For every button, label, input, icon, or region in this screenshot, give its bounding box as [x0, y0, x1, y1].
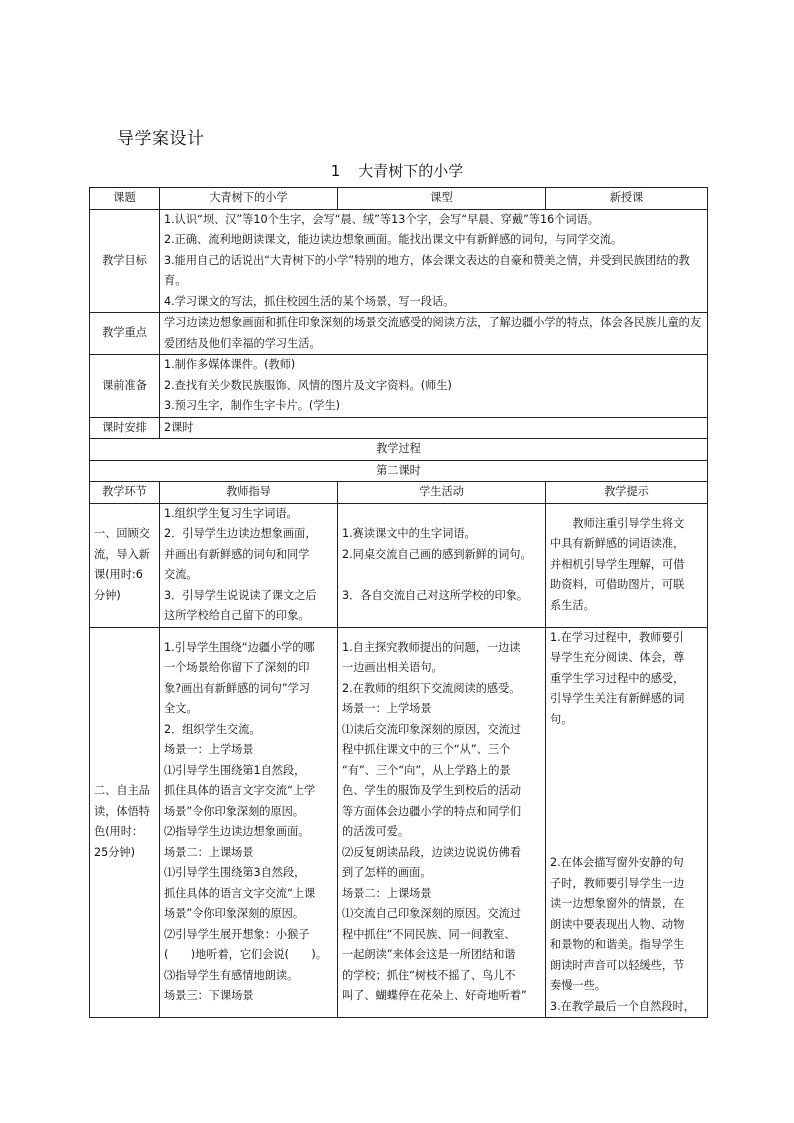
- column-header-row: [90, 482, 708, 504]
- teacher-line: ( )地听着，它们会说( )。: [164, 948, 327, 962]
- student-line: 的学校；抓住“树枝不摇了、鸟儿不: [342, 968, 516, 982]
- student-line: 一起朗读”来体会这是一所团结和谐: [342, 948, 516, 962]
- time-label: 课时安排: [90, 417, 160, 439]
- teacher-line: 场景”令你印象深刻的原因。: [164, 907, 305, 921]
- prep-content: [160, 355, 708, 418]
- stage-line: 分钟): [94, 588, 121, 602]
- teacher-line: 抓住具体的语言文字交流“上学: [164, 784, 316, 798]
- goals-row: [90, 209, 708, 313]
- tips-line: 3.在教学最后一个自然段时，: [550, 999, 695, 1013]
- stage-cell: [90, 627, 160, 1018]
- student-line: 等方面体会边疆小学的特点和同学们: [342, 804, 522, 818]
- student-line: 叫了、蝴蝶停在花朵上、好奇地听着”: [342, 989, 527, 1003]
- process-header: 教学过程: [90, 439, 708, 461]
- column-header: 教学提示: [546, 482, 708, 504]
- tips-line: 子时，教师要引导学生一边: [550, 876, 685, 890]
- stage-line: 色(用时：: [94, 825, 144, 839]
- student-line: 一边画出相关语句。: [342, 661, 443, 675]
- tips-cell: [546, 627, 708, 1018]
- goal-item: 1.认识“坝、汉”等10个生字，会写“晨、绒”等13个字，会写“早晨、穿戴”等16个词语。: [164, 212, 599, 226]
- lesson-name: 大青树下的小学: [358, 162, 464, 180]
- stage-row-1: [90, 503, 708, 627]
- teacher-line: 这所学校给自己留下的印象。: [164, 609, 310, 622]
- student-cell: [338, 503, 546, 627]
- student-line: 1.自主探究教师提出的问题，一边读: [342, 640, 521, 654]
- topic-label: 课题: [90, 188, 160, 210]
- goal-item: 2.正确、流利地朗读课文，能边读边想象画面。能找出课文中有新鲜感的词句，与同学交流。: [164, 233, 623, 246]
- teacher-line: ⑴引导学生围绕第3自然段，: [164, 866, 306, 880]
- lesson-plan-table: [89, 187, 708, 1018]
- teacher-line: 抓住具体的语言文字交流“上课: [164, 886, 316, 900]
- tips-line: 导学生充分阅读、体会，尊: [550, 651, 685, 664]
- teacher-line: 场景二：上课场景: [164, 845, 254, 859]
- tips-line: [550, 771, 703, 792]
- prep-item: 3.预习生字，制作生字卡片。(学生): [164, 399, 341, 412]
- prep-item: 1.制作多媒体课件。(教师): [164, 358, 296, 371]
- stage-row-2: [90, 627, 708, 1018]
- student-line: 的活泼可爱。: [342, 825, 410, 839]
- student-line: 2.同桌交流自己画的感到新鲜的词句。: [342, 547, 532, 561]
- stage-line: 流，导入新: [94, 547, 150, 561]
- prep-label: 课前准备: [90, 355, 160, 418]
- student-line: 程中抓住“不同民族、同一间教室、: [342, 927, 516, 941]
- student-line: [342, 565, 541, 586]
- lesson-number: 1: [330, 162, 341, 180]
- goals-content: [160, 209, 708, 313]
- teacher-cell: [160, 503, 338, 627]
- teacher-line: 交流。: [164, 568, 198, 581]
- focus-text: 学习边读边想象画面和抓住印象深刻的场景交流感受的阅读方法，了解边疆小学的特点，体会各民族儿童的友爱团结及他们幸福的学习生活。: [160, 313, 708, 355]
- topic-row: [90, 188, 708, 210]
- teacher-line: 并画出有新鲜感的词句和同学: [164, 547, 310, 561]
- tips-line: 奏慢一些。: [550, 979, 606, 992]
- period-header: 第二课时: [90, 460, 708, 482]
- teacher-line: 1.组织学生复习生字词语。: [164, 506, 298, 520]
- student-line: ⑵反复朗读品段，边读边说说仿佛看: [342, 845, 522, 859]
- goal-item: 4.学习课文的写法，抓住校园生活的某个场景，写一段话。: [164, 294, 455, 308]
- tips-line: 读一边想象窗外的情景，在: [550, 897, 685, 910]
- tips-line: 系生活。: [550, 598, 595, 612]
- tips-line: 并相机引导学生理解，可借: [550, 557, 685, 571]
- student-line: 色、学生的服饰及学生到校后的活动: [342, 784, 522, 798]
- tips-line: [550, 730, 703, 751]
- tips-line: 朗读中要表现出人物、动物: [550, 917, 685, 931]
- student-line: 程中抓住课文中的三个“从”、三个: [342, 743, 511, 757]
- teacher-line: 全文。: [164, 702, 198, 716]
- time-value: 2课时: [160, 417, 708, 439]
- student-line: 场景二：上课场景: [342, 886, 432, 900]
- student-line: 1.赛读课文中的生字词语。: [342, 527, 476, 540]
- student-line: ⑴读后交流印象深刻的原因，交流过: [342, 722, 522, 736]
- type-value: 新授课: [546, 188, 708, 210]
- tips-line: 中具有新鲜感的词语读准，: [550, 537, 685, 551]
- teacher-line: 场景一：上学场景: [164, 743, 254, 757]
- tips-line: 重学生学习过程中的感受，: [550, 671, 685, 685]
- tips-line: 1.在学习过程中，教师要引: [550, 630, 684, 644]
- topic-value: 大青树下的小学: [160, 188, 338, 210]
- tips-line: 引导学生关注有新鲜感的词: [550, 692, 685, 705]
- tips-cell: [546, 503, 708, 627]
- teacher-line: ⑵指导学生边读边想象画面。: [164, 825, 310, 839]
- student-line: 3．各自交流自己对这所学校的印象。: [342, 588, 529, 602]
- period-row: [90, 460, 708, 482]
- teacher-line: 3．引导学生说说读了课文之后: [164, 588, 317, 602]
- lesson-title: [0, 160, 794, 181]
- student-line: “有”、三个“向”，从上学路上的景: [342, 763, 511, 777]
- student-line: 到了怎样的画面。: [342, 866, 432, 880]
- column-header: 学生活动: [338, 482, 546, 504]
- teacher-cell: [160, 627, 338, 1018]
- teacher-line: ⑵引导学生展开想象：小猴子: [164, 927, 310, 941]
- stage-line: 25分钟): [94, 845, 135, 859]
- type-label: 课型: [338, 188, 546, 210]
- goals-label: 教学目标: [90, 209, 160, 313]
- tips-line: 教师注重引导学生将文: [572, 516, 685, 530]
- teacher-line: 场景三：下课场景: [164, 989, 254, 1003]
- student-line: ⑴交流自己印象深刻的原因。交流过: [342, 907, 522, 921]
- tips-line: 和景物的和谐美。指导学生: [550, 938, 685, 951]
- teacher-line: 一个场景给你留下了深刻的印: [164, 661, 310, 675]
- column-header: 教师指导: [160, 482, 338, 504]
- student-line: 2.在教师的组织下交流阅读的感受。: [342, 681, 521, 695]
- teacher-line: ⑶指导学生有感情地朗读。: [164, 968, 299, 982]
- tips-line: [550, 833, 703, 854]
- tips-line: 2.在体会描写窗外安静的句: [550, 856, 684, 869]
- tips-line: [550, 751, 703, 772]
- stage-line: 读，体悟特: [94, 804, 150, 818]
- tips-line: 助资料，可借助图片，可联: [550, 578, 685, 592]
- student-cell: [338, 627, 546, 1018]
- student-line: 场景一：上学场景: [342, 702, 432, 716]
- teacher-line: 1.引导学生围绕“边疆小学的哪: [164, 640, 315, 654]
- teacher-line: 2．组织学生交流。: [164, 722, 261, 736]
- document-title: 导学案设计: [117, 129, 205, 149]
- tips-line: [550, 792, 703, 813]
- tips-line: 朗读时声音可以轻缓些，节: [550, 958, 685, 972]
- teacher-line: 场景”令你印象深刻的原因。: [164, 804, 305, 818]
- prep-row: [90, 355, 708, 418]
- process-header-row: [90, 439, 708, 461]
- teacher-line: 象?画出有新鲜感的词句”学习: [164, 681, 310, 695]
- focus-label: 教学重点: [90, 313, 160, 355]
- stage-line: 二、自主品: [94, 784, 150, 798]
- focus-row: [90, 313, 708, 355]
- stage-cell: [90, 503, 160, 627]
- teacher-line: 2．引导学生边读边想象画面，: [164, 527, 317, 540]
- teacher-line: ⑴引导学生围绕第1自然段，: [164, 763, 306, 777]
- prep-item: 2.查找有关少数民族服饰、风情的图片及文字资料。(师生): [164, 378, 452, 392]
- time-row: [90, 417, 708, 439]
- tips-line: 句。: [550, 712, 573, 726]
- stage-line: 课(用时:6: [94, 568, 143, 581]
- stage-line: 一、回顾交: [94, 527, 150, 540]
- tips-line: [550, 812, 703, 833]
- column-header: 教学环节: [90, 482, 160, 504]
- goal-item: 3.能用自己的话说出“大青树下的小学”特别的地方，体会课文表达的自豪和赞美之情，并受到民族团结的教育。: [164, 253, 690, 287]
